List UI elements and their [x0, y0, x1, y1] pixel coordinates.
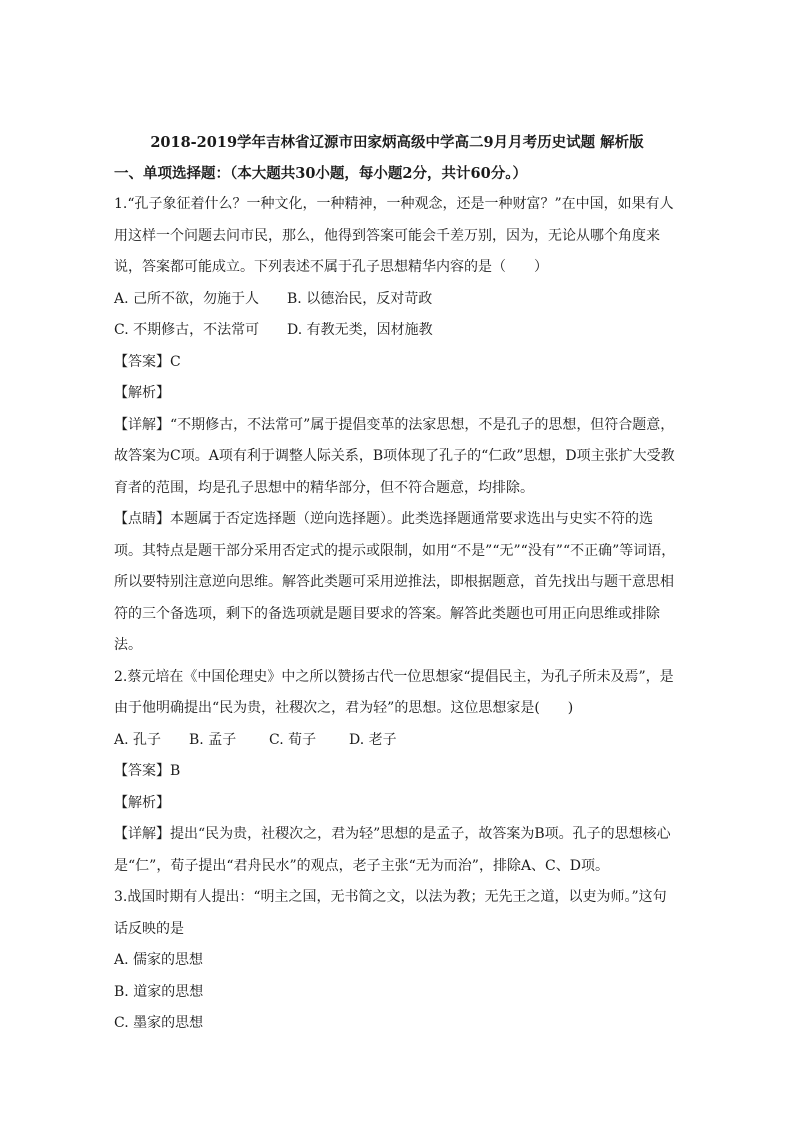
question-1-option-b: B. 以德治民，反对苛政: [287, 290, 433, 307]
question-2-stem: 2.蔡元培在《中国伦理史》中之所以赞扬古代一位思想家“提倡民主，为孔子所未及焉”，是由于他明确提出“民为贵，社稷次之，君为轻”的思想。这位思想家是( ): [114, 668, 674, 716]
question-1-detail: 【详解】“不期修古，不法常可”属于提倡变革的法家思想，不是孔子的思想，但符合题意，故答案为C项。A项有利于调整人际关系，B项体现了孔子的“仁政”思想，D项主张扩大受教育者的范围，均是孔子思想中的精华部分，但不符合题意，均排除。: [114, 416, 675, 496]
question-2-option-d: D. 老子: [349, 731, 397, 748]
question-2-option-c: C. 荀子: [269, 731, 317, 748]
question-1-option-a: A. 己所不欲，勿施于人: [114, 290, 260, 307]
question-2-option-b: B. 孟子: [189, 731, 237, 748]
question-3-stem: 3.战国时期有人提出：“明主之国，无书简之文，以法为教；无先王之道，以吏为师。”这句话反映的是: [114, 889, 667, 937]
question-3-option-b: B. 道家的思想: [114, 983, 204, 1000]
document-title: 2018-2019学年吉林省辽源市田家炳高级中学高二9月月考历史试题 解析版: [150, 134, 644, 151]
question-2-option-a: A. 孔子: [114, 731, 162, 748]
question-2-analysis-label: 【解析】: [114, 794, 170, 811]
question-1-option-d: D. 有教无类，因材施教: [287, 322, 433, 338]
question-1-comment: 【点睛】本题属于否定选择题（逆向选择题）。此类选择题通常要求选出与史实不符的选项。其特点是题干部分采用否定式的提示或限制，如用“不是”“无”“没有”“不正确”等词语，所以要特别注意逆向思维。解答此类题可采用逆推法，即根据题意，首先找出与题干意思相符的三个备选项，剩下的备选项就是题目要求的答案。解答此类题也可用正向思维或排除法。: [114, 511, 676, 653]
question-1-answer: 【答案】C: [114, 353, 181, 370]
question-3-option-c: C. 墨家的思想: [114, 1015, 204, 1031]
question-2-answer: 【答案】B: [114, 763, 181, 779]
question-2-detail: 【详解】提出“民为贵，社稷次之，君为轻”思想的是孟子，故答案为B项。孔子的思想核心是“仁”，荀子提出“君舟民水”的观点，老子主张“无为而治”，排除A、C、D项。: [114, 826, 671, 874]
document-content: [114, 189, 680, 1040]
question-3-option-a: A. 儒家的思想: [114, 952, 204, 968]
question-1-option-c: C. 不期修古，不法常可: [114, 322, 260, 338]
question-1-analysis-label: 【解析】: [114, 385, 170, 401]
question-1-stem: 1.“孔子象征着什么？一种文化，一种精神，一种观念，还是一种财富？”在中国，如果有人用这样一个问题去问市民，那么，他得到答案可能会千差万别，因为，无论从哪个角度来说，答案都可能成立。下列表述不属于孔子思想精华内容的是（ ）: [114, 196, 674, 275]
question-2-options-row: [114, 725, 680, 757]
section-heading: 一、单项选择题：（本大题共30小题，每小题2分，共计60分。）: [114, 165, 527, 182]
question-1-options-row-2: [114, 315, 680, 347]
question-1-options-row-1: [114, 284, 680, 316]
